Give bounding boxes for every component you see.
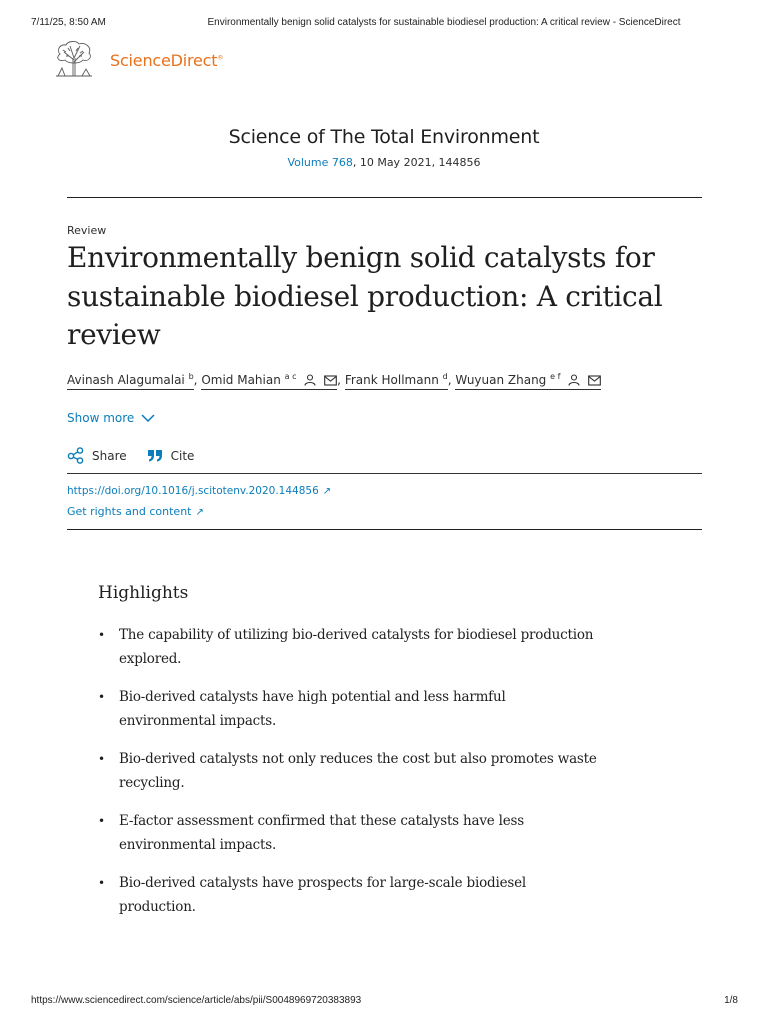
share-label: Share [92, 448, 127, 463]
print-url: https://www.sciencedirect.com/science/article/abs/pii/S0048969720383893 [31, 995, 362, 1006]
print-datetime: 7/11/25, 8:50 AM [31, 17, 106, 28]
show-more-label: Show more [67, 411, 135, 425]
show-more-button[interactable] [67, 411, 155, 425]
cite-label: Cite [170, 448, 195, 463]
author-2[interactable]: Omid Mahian $^{a c}$ [201, 372, 337, 390]
author-list: Avinash Alagumalai $^b$, Omid Mahian $^{a c}$ , Frank Hollmann $^d$, Wuyuan Zhang $^{e f}$ [67, 372, 707, 390]
doi-link[interactable]: https://doi.org/10.1016/j.scitotenv.2020.144856 ↗ [67, 485, 332, 497]
print-page-number: 1/8 [724, 995, 738, 1006]
highlight-item: • Bio-derived catalysts not only reduces the cost but also promotes waste recycling. [98, 748, 598, 795]
article-actions [67, 447, 214, 464]
highlight-item: • The capability of utilizing bio-derived catalysts for biodiesel production explored. [98, 624, 598, 671]
person-icon [304, 374, 316, 386]
article-type: Review [67, 224, 107, 237]
external-link-icon: ↗ [322, 486, 332, 497]
volume-link[interactable]: Volume 768 [287, 156, 353, 169]
chevron-down-icon [141, 414, 155, 422]
brand-name: ScienceDirect® [110, 50, 224, 70]
article-title: Environmentally benign solid catalysts for sustainable biodiesel production: A critical review [67, 241, 663, 351]
share-icon [67, 447, 84, 464]
highlight-item: • Bio-derived catalysts have high potential and less harmful environmental impacts. [98, 686, 598, 733]
highlights-list [98, 624, 598, 934]
elsevier-tree-logo [52, 40, 96, 80]
volume-line [0, 156, 768, 169]
person-icon [568, 374, 580, 386]
journal-title[interactable]: Science of The Total Environment [228, 126, 540, 148]
trademark-mark: ® [217, 54, 224, 62]
print-page-title: Environmentally benign solid catalysts for sustainable biodiesel production: A critical review - ScienceDirect [207, 17, 681, 28]
issue-date: , 10 May 2021, 144856 [352, 156, 481, 169]
highlights-heading: Highlights [98, 583, 189, 603]
cite-button[interactable] [147, 449, 195, 463]
author-1[interactable]: Avinash Alagumalai $^b$ [67, 372, 194, 390]
highlight-item: • Bio-derived catalysts have prospects for large-scale biodiesel production. [98, 872, 598, 919]
share-button[interactable] [67, 447, 127, 464]
external-link-icon: ↗ [195, 507, 204, 518]
highlight-item: • E-factor assessment confirmed that these catalysts have less environmental impacts. [98, 810, 598, 857]
print-header [0, 17, 768, 31]
sciencedirect-logo[interactable] [52, 40, 223, 80]
header-divider [67, 197, 702, 198]
quote-icon [147, 449, 163, 462]
rights-link[interactable]: Get rights and content ↗ [67, 505, 204, 518]
mail-icon [324, 375, 337, 386]
author-4[interactable]: Wuyuan Zhang $^{e f}$ [455, 372, 601, 390]
mail-icon [588, 375, 601, 386]
print-footer [0, 995, 768, 1009]
actions-divider [67, 473, 702, 474]
meta-divider [67, 529, 702, 530]
author-3[interactable]: Frank Hollmann $^d$ [345, 372, 448, 390]
